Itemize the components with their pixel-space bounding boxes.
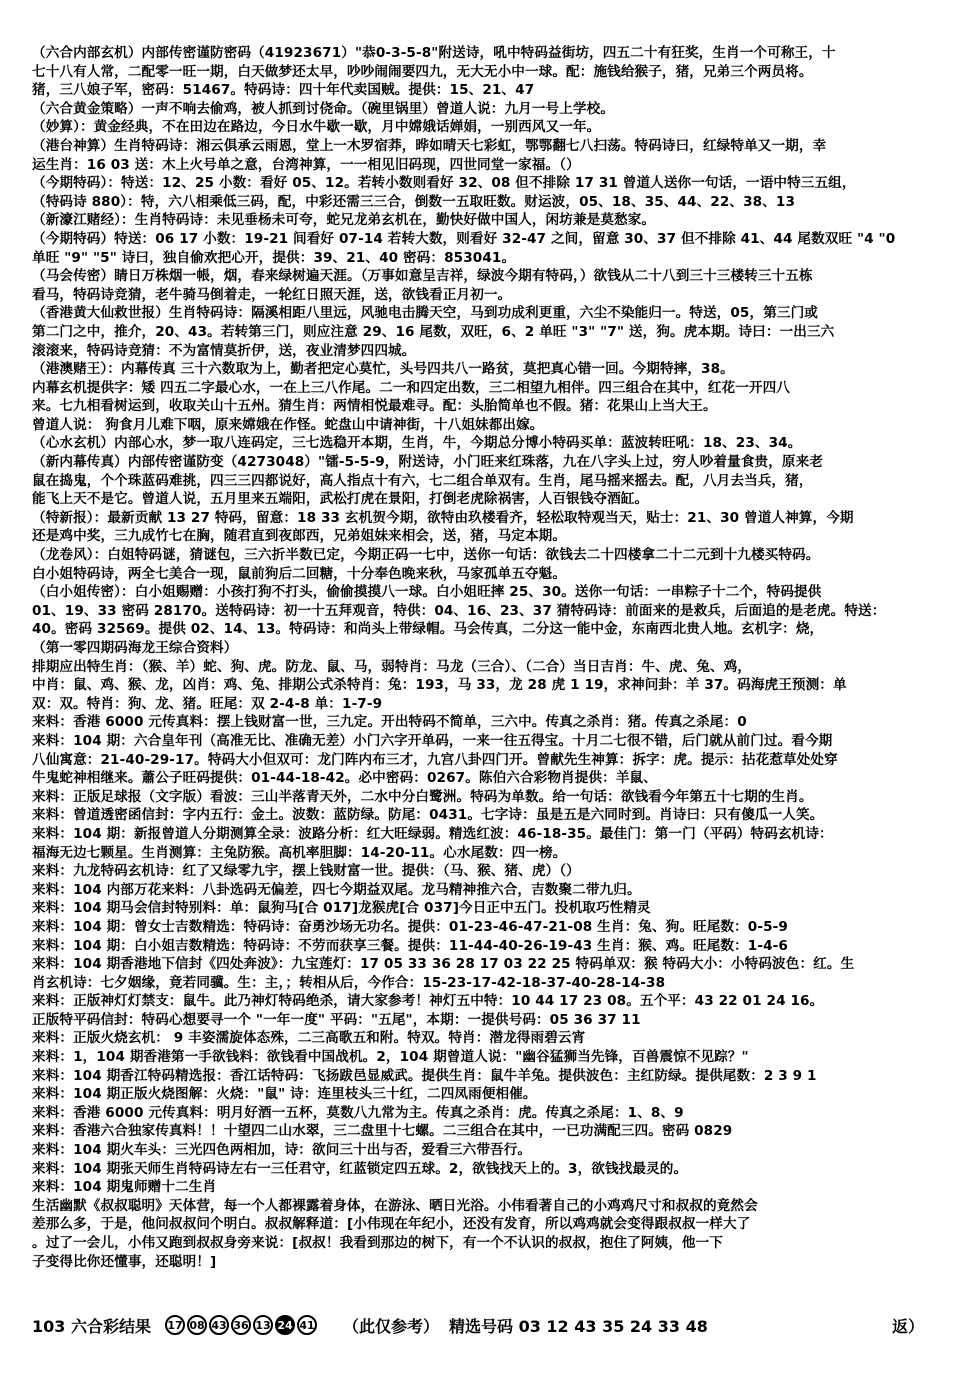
text-line: 。过了一会儿，小伟又跑到叔叔身旁来说：[叔叔！我看到那边的树下，有一个不认识的叔叔，抱住了阿姨，他一下 xyxy=(32,1235,723,1251)
text-line: （港澳赌王）：内幕传真 三十六数取为上，勤者把定心莫忙，头号四共八一路贫，莫把真心错一回。今期特摔，38。 xyxy=(32,361,734,378)
text-line: 来料：1，104 期香港第一手欲钱料：欲钱看中国战机。2，104 期曾道人说："幽谷猛狮当先锋，百兽震惊不见踪？" xyxy=(32,1049,749,1066)
text-line: 白小姐特码诗，两全七美合一现，鼠前狗后二回糖，十分奉色晚来秋，马家孤单五夺魁。 xyxy=(32,565,567,582)
picked-numbers: 精选号码 03 12 43 35 24 33 48 xyxy=(449,1316,708,1336)
text-line: 01、19、33 密码 28170。送特码诗：初一十五拜观音，特供：04、16、23、37 猜特码诗：前面来的是救兵，后面追的是老虎。特送： xyxy=(32,602,886,619)
text-line: 排期应出特生肖：（猴、羊）蛇、狗、虎。防龙、鼠、马，弱特肖：马龙（三合）、（二合）当日吉肖：牛、虎、兔、鸡， xyxy=(32,658,752,675)
text-line: （今期特码）特送：06 17 小数：19-21 间看好 07-14 若转大数，则看好 32-47 之间，留意 30、37 但不排除 41、44 尾数双旺 "4 "0 xyxy=(32,230,896,247)
result-ball: 36 xyxy=(231,1315,251,1335)
document-body xyxy=(32,44,936,1271)
text-line: 滚滚来，特码诗竞猜：不为富情莫折伊，送，夜业清梦四四城。 xyxy=(32,342,416,359)
text-line: 来料：104 期张天师生肖特码诗左右一三任君守，红蓝锁定四五球。2，欲钱找天上的。3，欲钱找最灵的。 xyxy=(32,1160,688,1177)
results-title: 103 六合彩结果 xyxy=(32,1316,151,1336)
text-line: （心水玄机）内部心水，梦一取八连码定，三七选稳开本期，生肖，牛，今期总分博小特码买单：蓝波转旺吼：18、23、34。 xyxy=(32,435,802,452)
text-line: 能飞上天不是它。曾道人说，五月里来五端阳，武松打虎在景阳，打倒老虎除祸害，人百银钱夺酒缸。 xyxy=(32,491,649,508)
result-ball: 17 xyxy=(165,1315,185,1335)
text-line: 正版特平码信封：特码心想要寻一个 "一年一度" 平码："五尾"，本期：一提供号码：05 36 37 11 xyxy=(32,1011,641,1028)
text-line: 八仙寓意：21-40-29-17。特码大小但双可：龙门阵内布三才，九宫八卦四门开。曾献先生神算：拆字：虎。提示：拈花惹草处处穿 xyxy=(32,751,838,768)
text-line: 来料：正版神灯灯禁支：鼠牛。此乃神灯特码绝杀，请大家参考！神灯五中特：10 44 17 23 08。五个平：43 22 01 24 16。 xyxy=(32,993,824,1010)
text-line: 来料：曾道透密函信封：字内五行：金土。波数：蓝防绿。防尾：0431。七字诗：虽是五是六同时到。肖诗曰：只有傻瓜一人笑。 xyxy=(32,807,824,824)
text-line: （特码诗 880）：特，六八相乘低三码，配，中彩还需三三合，倒数一五取旺数。财运波，05、18、35、44、22、38、13 xyxy=(32,193,796,210)
text-line: 牛鬼蛇神相继来。蕭公子旺码提供：01-44-18-42。必中密码：0267。陈伯六合彩物肖提供：羊鼠、 xyxy=(32,770,657,787)
result-ball: 24 xyxy=(275,1315,295,1335)
text-line: 双：双。特肖：狗、龙、猪。旺尾：双 2-4-8 单：1-7-9 xyxy=(32,695,383,712)
text-line: 来料：香港 6000 元传真料：明月好酒一五杯，莫数八九常为主。传真之杀肖：虎。传真之杀尾：1、8、9 xyxy=(32,1104,684,1121)
text-line: 来料：104 期：白小姐吉数精选：特码诗：不劳而获享三餐。提供：11-44-40-26-19-43 生肖：猴、鸡。旺尾数：1-4-6 xyxy=(32,937,788,954)
text-line: 来料：104 期火车头：三光四色两相加，诗：欲问三十出与否，爱看三六带吾行。 xyxy=(32,1142,532,1159)
text-line: 看马，特码诗竞猜，老牛骑马倒着走，一轮红日照天涯，送，欲钱看正月初一。 xyxy=(32,286,512,303)
reference-note: （此仅参考） xyxy=(342,1316,439,1336)
result-ball: 43 xyxy=(209,1315,229,1335)
text-line: 来料：正版足球报（文字版）看波：三山半落青天外，二水中分白鹭洲。特码为单数。给一句话：欲钱看今年第五十七期的生肖。 xyxy=(32,788,813,805)
text-line: 七十八有人常，二配零一旺一期，白天做梦还太早，吵吵闹闹要四九，无大无小中一球。配：施钱给猴子，猪，兄弟三个两员将。 xyxy=(32,63,813,80)
corner-text: 返） xyxy=(891,1316,924,1336)
text-line: 来料：104 期：曾女士吉数精选：特码诗：奋勇沙场无功名。提供：01-23-46-47-21-08 生肖：兔、狗。旺尾数：0-5-9 xyxy=(32,918,788,935)
text-line: 猪，三八娘子军，密码：51467。特码诗：四十年代卖国贼。提供：15、21、47 xyxy=(32,82,535,99)
text-line: 曾道人说： 狗食月儿难下咽，原来嫦娥在作怪。蛇盘山中请神街，十八姐妹都出嫁。 xyxy=(32,416,544,433)
text-line: （今期特码）：特送：12、25 小数：看好 05、12。若转小数则看好 32、08 但不排除 17 31 曾道人送你一句话，一语中特三五组， xyxy=(32,175,856,192)
text-line: 来料：104 期鬼师赠十二生肖 xyxy=(32,1179,217,1196)
text-line: 中肖：鼠、鸡、猴、龙，凶肖：鸡、兔、排期公式杀特肖：兔：193，马 33，龙 28 虎 1 19，求神问卦：羊 37。码海虎王预测：单 xyxy=(32,677,847,694)
text-line: （新内幕传真）内部传密谨防变（4273048）"镭-5-5-9，附送诗，小门旺来红珠落，九在八字头上过，穷人吵着量食贵，原来老 xyxy=(32,454,823,471)
text-line: （六合黄金策略）一声不响去偷鸡，被人抓到讨侥命。（碗里锅里）曾道人说：九月一号上学校。 xyxy=(32,100,615,117)
text-line: 来料：香港 6000 元传真料：摆上钱财富一世，三九定。开出特码不简单，三六中。传真之杀肖：猪。传真之杀尾：0 xyxy=(32,714,747,731)
text-line: 来料：104 期香江特码精选报：香江话特码：飞扬跋邑显威武。提供生肖：鼠牛羊兔。提供波色：主红防绿。提供尾数：2 3 9 1 xyxy=(32,1067,817,1084)
result-ball: 08 xyxy=(187,1315,207,1335)
text-line: （新濠江赌经）：生肖特码诗：未见垂杨未可夸，蛇兄龙弟玄机在，勤快好做中国人，闲坊兼是莫愁家。 xyxy=(32,212,656,229)
text-line: 来料：104 期马会信封特别料：单：鼠狗马[合 017]龙猴虎[合 037]今日正中五门。投机取巧性精灵 xyxy=(32,900,651,917)
text-line: 来料：香港六合独家传真料！！十望四二山水翠，三二盘里十七螺。二三组合在其中，一已功满配三四。密码 0829 xyxy=(32,1123,733,1140)
text-line: （特新报）：最新贡献 13 27 特码，留意：18 33 玄机贺今期，欲特由玖楼看齐，轻松取特观当天，贴士：21、30 曾道人神算，今期 xyxy=(32,509,854,526)
text-line: 运生肖：16 03 送：木上火号单之意，台湾神算，一一相见旧码现，四世同堂一家福。（） xyxy=(32,156,580,173)
text-line: （马会传密）睛日万株烟一帳，烟，春来绿树遍天涯。（万事如意呈吉祥，绿波今期有特码，）欲钱从二十八到三十三楼转三十五栋 xyxy=(32,268,813,285)
text-line: 40。密码 32569。提供 02、14、13。特码诗：和尚头上带绿帽。马会传真，二分这一能中金，东南西北贵人地。玄机字：烧， xyxy=(32,621,824,638)
text-line: （港台神算）生肖特码诗：湘云俱承云雨恩，堂上一木罗宿莽，晔如晴天七彩虹，鄂鄂翻七八扫荡。特码诗曰，红绿特单又一期，幸 xyxy=(32,137,827,154)
text-line: 来料：104 期：新报曾道人分期测算全录：波路分析：红大旺绿弱。精选红波：46-18-35。最佳门：第一门（平码）特码玄机诗： xyxy=(32,825,833,842)
text-line: 内幕玄机提供字：矮 四五二字最心水，一在上三八作尾。二一和四定出数，三二相望九相伴。四三组合在其中，红花一开四八 xyxy=(32,379,790,396)
text-line: 子变得比你还懂事，还聪明！] xyxy=(32,1253,217,1270)
text-line: 来料：正版火烧玄机： 9 丰姿濡旋体态殊，二三高歌五和附。特双。特肖：潜龙得雨碧云宵 xyxy=(32,1030,586,1047)
text-line: （第一零四期码海龙王综合资料） xyxy=(32,640,238,656)
text-line: 来料：104 期正版火烧图解：火烧："鼠" 诗：连里枝头三十红，二四凤雨便相催。 xyxy=(32,1086,537,1103)
text-line: 来。七九相看树运到，收取关山十五州。猜生肖：两情相悦最难寻。配：头胎简单也不假。猪：花果山上当大王。 xyxy=(32,398,717,415)
text-line: 来料：104 内部万花来料：八卦选码无偏差，四七今期益双尾。龙马精神推六合，吉数聚二带九归。 xyxy=(32,881,641,898)
text-line: （龙卷风）：白姐特码谜，猜谜包，三六折半数已定，今期正码一七中，送你一句话：欲钱去二十四楼拿二十二元到十九楼买特码。 xyxy=(32,547,820,564)
text-line: 来料：104 期：六合皇年刊（高准无比、准确无差）小门六字开单码，一来一往五得宝。十月二七很不错，后门就从前门过。看今期 xyxy=(32,732,833,749)
text-line: 来料：104 期香港地下信封《四处奔波》：九宝莲灯：17 05 33 36 28 17 03 22 25 特码单双：猴 特码大小：小特码波色：红。生 xyxy=(32,956,855,973)
text-line: 来料：九龙特码玄机诗：红了又绿零九宇，摆上钱财富一世。提供：（马、猴、猪、虎）（） xyxy=(32,863,580,880)
text-line: （香港黄大仙救世报）生肖特码诗：隔溪相距八里远，风驰电击腾天空，马到功成利更重，六尘不染能归一。特送，05，第三门或 xyxy=(32,305,818,322)
text-line: 肖玄机诗：七夕姻缘，竟若同骥。生：主，；转相从后，今作合：15-23-17-42-18-37-40-28-14-38 xyxy=(32,974,666,991)
text-line: （六合内部玄机）内部传密谨防密码（41923671）"恭0-3-5-8"附送诗，吼中特码益街坊，四五二十有狂奖，生肖一个可称王，十 xyxy=(32,45,836,61)
text-line: 鼠在捣鬼，个个珠蓝码难挑，四三三四都说好，高人指点十有六，七二组合单双有。生肖，尾马摇来摇去。配，八月去当兵，猪， xyxy=(32,472,813,489)
text-line: 差那么多，于是，他问叔叔问个明白。叔叔解释道：[小伟现在年纪小，还没有发育，所以鸡鸡就会变得跟叔叔一样大了 xyxy=(32,1216,751,1233)
results-footer xyxy=(32,1312,936,1338)
special-ball: 41 xyxy=(297,1315,317,1335)
text-line: 第二门之中，推介，20、43。若转第三门，则应注意 29、16 尾数，双旺，6、2 单旺 "3" "7" 送，狗。虎本期。诗曰：一出三六 xyxy=(32,323,835,340)
text-line: 福海无边七颗星。生肖测算：主兔防猴。高机率胆脚：14-20-11。心水尾数：四一榜。 xyxy=(32,844,567,861)
text-line: 还是鸡中奖，三九成竹七在胸，随君直到夜郎西，兄弟姐妹来相会，送，猪，马定本期。 xyxy=(32,528,567,545)
text-line: 单旺 "9" "5" 诗曰，独自偷欢把心开，提供：39、21、40 密码：853041。 xyxy=(32,249,516,266)
text-line: 生活幽默《叔叔聪明》天体营，每一个人都裸露着身体，在游泳、晒日光浴。小伟看著自己的小鸡鸡尺寸和叔叔的竟然会 xyxy=(32,1197,758,1214)
result-ball: 13 xyxy=(253,1315,273,1335)
text-line: （白小姐传密）：白小姐赐赠：小孩打狗不打头，偷偷摸摸八一球。白小姐旺摔 25、30。送你一句话：一串粽子十二个，特码提供 xyxy=(32,584,822,601)
text-line: （妙算）：黄金经典，不在田边在路边，今日水牛歇一歇，月中嫦娥话婵娟，一别西风又一年。 xyxy=(32,119,601,136)
result-balls xyxy=(165,1315,317,1335)
